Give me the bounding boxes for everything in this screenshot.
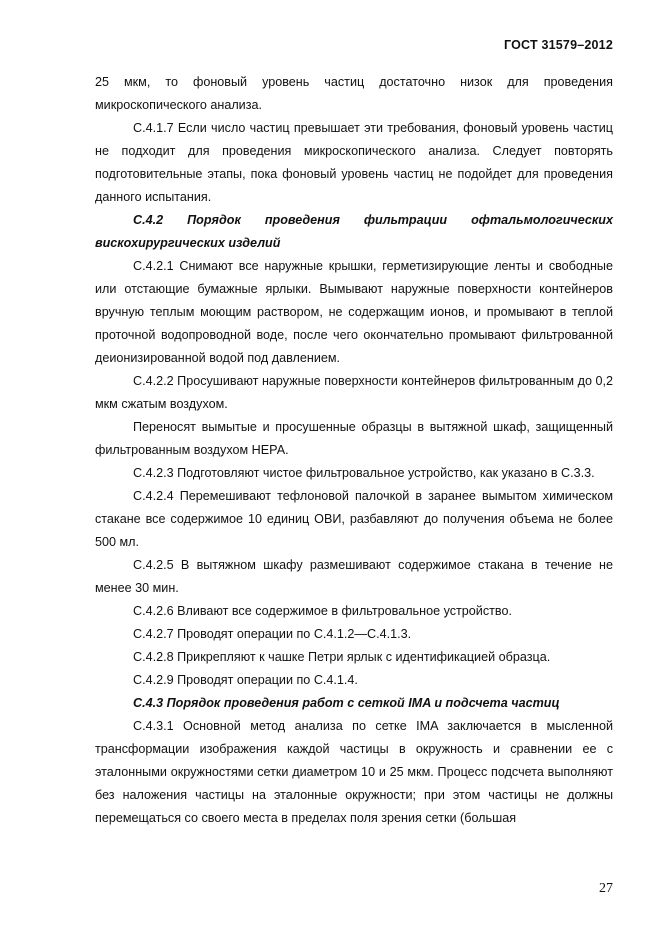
paragraph-continuation: 25 мкм, то фоновый уровень частиц достаточно низок для проведения микроскопического анализа. [95,75,613,112]
paragraph-c427: С.4.2.7 Проводят операции по С.4.1.2—С.4.1.3. [133,627,412,641]
section-heading-c43: С.4.3 Порядок проведения работ с сеткой IMA и подсчета частиц [133,696,560,710]
paragraph-c422: С.4.2.2 Просушивают наружные поверхности контейнеров фильтрованным до 0,2 мкм сжатым воздухом. [95,374,613,411]
page-number: 27 [599,881,613,896]
paragraph-c429: С.4.2.9 Проводят операции по С.4.1.4. [133,673,358,687]
paragraph-transfer-samples: Переносят вымытые и просушенные образцы в вытяжной шкаф, защищенный фильтрованным воздухом НЕРА. [95,420,613,457]
paragraph-c421: С.4.2.1 Снимают все наружные крышки, герметизирующие ленты и свободные или отстающие бумажные ярлыки. Вымывают наружные поверхности контейнеров вручную теплым моющим раствором, не содержащим ионов, и промывают в теплой проточной водопроводной воде, после чего окончательно промывают фильтрованной деионизированной водой под давлением. [95,259,613,365]
paragraph-c425: С.4.2.5 В вытяжном шкафу размешивают содержимое стакана в течение не менее 30 мин. [95,558,613,595]
paragraph-c428: С.4.2.8 Прикрепляют к чашке Петри ярлык с идентификацией образца. [133,650,551,664]
paragraph-c424: С.4.2.4 Перемешивают тефлоновой палочкой в заранее вымытом химическом стакане все содержимое 10 единиц ОВИ, разбавляют до получения объема не более 500 мл. [95,489,613,549]
paragraph-c417: С.4.1.7 Если число частиц превышает эти требования, фоновый уровень частиц не подходит для проведения микроскопического анализа. Следует повторять подготовительные этапы, пока фоновый уровень частиц не подойдет для проведения данного испытания. [95,121,613,204]
section-heading-c42: С.4.2 Порядок проведения фильтрации офтальмологических вискохирургических изделий [95,213,613,250]
paragraph-c423: С.4.2.3 Подготовляют чистое фильтровальное устройство, как указано в С.3.3. [133,466,595,480]
paragraph-c426: С.4.2.6 Вливают все содержимое в фильтровальное устройство. [133,604,512,618]
paragraph-c431: С.4.3.1 Основной метод анализа по сетке IMA заключается в мысленной трансформации изображения каждой частицы в окружность и сравнении ее с эталонными окружностями сетки диаметром 10 и 25 мкм. Процесс подсчета выполняют без наложения частицы на эталонные окружности; при этом частицы не должны перемещаться со своего места в пределах поля зрения сетки (большая [95,719,613,825]
document-body [95,71,613,830]
document-standard-header: ГОСТ 31579–2012 [504,38,613,52]
